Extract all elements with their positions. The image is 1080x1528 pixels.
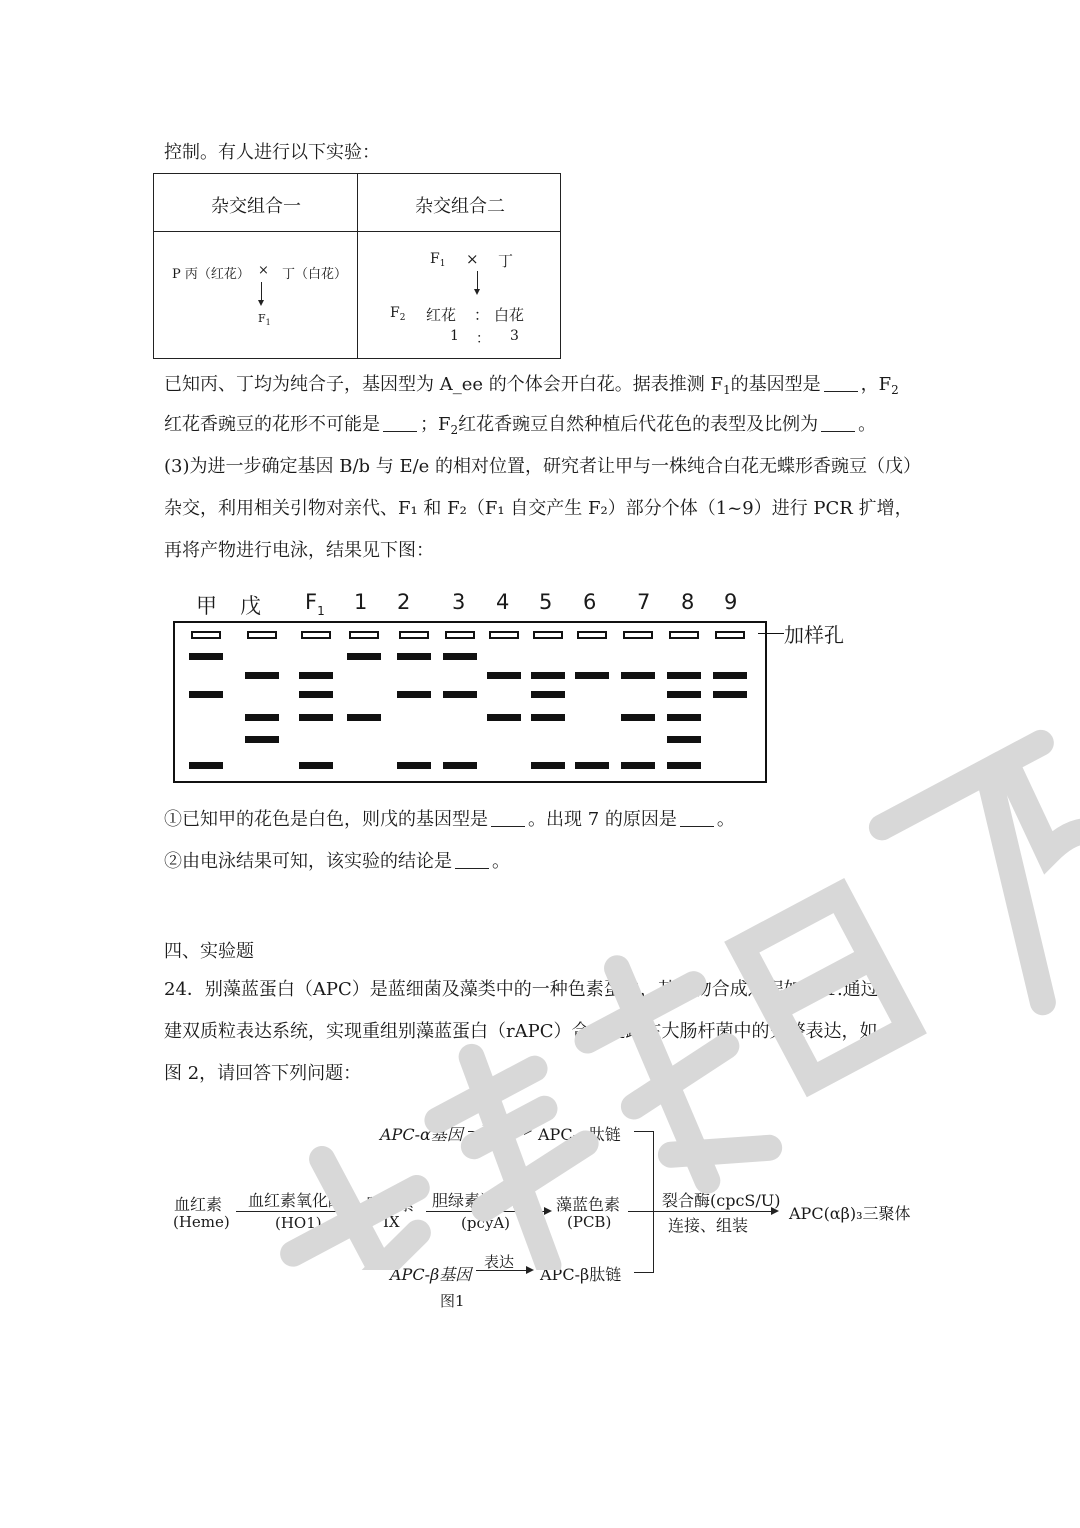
beta-chain: APC-β肽链 (540, 1265, 622, 1284)
merge-bracket (634, 1131, 654, 1273)
ho1-arrow (236, 1211, 360, 1212)
q2-line: ②由电泳结果可知，该实验的结论是 。 (164, 851, 510, 872)
para2-line2: 杂交，利用相关引物对亲代、F₁ 和 F₂（F₁ 自交产生 F₂）部分个体（1~9）进行 PCR 扩增， (164, 498, 913, 519)
cross2-parent: 丁 (498, 252, 514, 270)
band-row2-lane11 (667, 672, 701, 679)
cross2-ratio-a: 1 (450, 328, 459, 344)
cross1-times: × (258, 263, 269, 278)
para2-line3: 再将产物进行电泳，结果见下图： (164, 540, 434, 561)
band-row6-lane6 (443, 762, 477, 769)
band-row6-lane3 (299, 762, 333, 769)
cross2-white: 白花 (494, 306, 525, 324)
para1-line1: 已知丙、丁均为纯合子，基因型为 A_ee 的个体会开白花。据表推测 $F_1$的基因型是 ，$F_2$ (164, 374, 899, 397)
band-row6-lane1 (189, 762, 223, 769)
biliverdin-en: IX (383, 1213, 400, 1231)
band-row6-lane10 (621, 762, 655, 769)
well-10 (623, 631, 653, 639)
cross-table (153, 173, 561, 359)
band-row3-lane12 (713, 691, 747, 698)
well-9 (577, 631, 607, 639)
beta-arrow (476, 1270, 532, 1271)
lane-label-4: 1 (354, 590, 368, 614)
q24-line3: 图 2，请回答下列问题： (164, 1063, 362, 1084)
band-row1-lane1 (189, 653, 223, 660)
well-7 (489, 631, 519, 639)
section-heading: 四、实验题 (164, 941, 254, 962)
cross1-parent1: P 丙（红花） (172, 267, 250, 282)
well-5 (399, 631, 429, 639)
well-label: 加样孔 (784, 623, 844, 647)
lane-label-8: 5 (539, 590, 553, 614)
band-row1-lane4 (347, 653, 381, 660)
heme-en: (Heme) (173, 1213, 230, 1231)
para1-line2: 红花香豌豆的花形不可能是 ；$F_2$红花香豌豆自然种植后代花色的表型及比例为 。 (164, 414, 877, 437)
well-6 (445, 631, 475, 639)
pcya-en: (pcyA) (461, 1214, 511, 1232)
band-row2-lane12 (713, 672, 747, 679)
band-row5-lane11 (667, 736, 701, 743)
band-row1-lane5 (397, 653, 431, 660)
well-12 (715, 631, 745, 639)
lane-label-7: 4 (496, 590, 510, 614)
lane-label-10: 7 (637, 590, 651, 614)
intro-line: 控制。有人进行以下实验： (164, 142, 380, 163)
pcb-en: (PCB) (567, 1213, 612, 1231)
beta-gene: APC-β基因 (390, 1265, 472, 1284)
gel-electrophoresis (173, 621, 767, 783)
well-8 (533, 631, 563, 639)
band-row4-lane2 (245, 714, 279, 721)
assemble: 连接、组装 (668, 1216, 749, 1235)
figure-caption: 图1 (440, 1292, 465, 1310)
cross2-arrow-head (474, 289, 480, 295)
ho1: 血红素氧化酶 (248, 1191, 345, 1210)
cross2-ratio-colon: ： (476, 331, 490, 347)
cross1-arrow (261, 282, 262, 302)
ho1-en: (HO1) (275, 1214, 322, 1232)
alpha-gene: APC-α基因 (380, 1125, 463, 1144)
pcya-arrow (426, 1211, 550, 1212)
pcb: 藻蓝色素 (556, 1195, 621, 1214)
cross2-arrow (477, 271, 478, 290)
well-4 (349, 631, 379, 639)
well-11 (669, 631, 699, 639)
heme: 血红素 (174, 1195, 223, 1214)
well-3 (301, 631, 331, 639)
beta-express-label: 表达 (484, 1253, 515, 1271)
cross1-arrow-head (258, 300, 264, 306)
band-row6-lane9 (575, 762, 609, 769)
well-1 (191, 631, 221, 639)
well-pointer-line (758, 633, 784, 634)
q24-line2: 建双质粒表达系统，实现重组别藻蓝蛋白（rAPC）合成通路在大肠杆菌中的完整表达，如 (164, 1021, 878, 1042)
band-row2-lane3 (299, 672, 333, 679)
cross1-parent2: 丁（白花） (282, 267, 348, 282)
alpha-chain: APC-α肽链 (538, 1125, 621, 1144)
cross2-ratio-b: 3 (510, 328, 519, 344)
lane-label-2: 戊 (240, 594, 261, 618)
apc-trimer: APC(αβ)₃三聚体 (789, 1204, 911, 1223)
band-row3-lane1 (189, 691, 223, 698)
cross1-f1: $F_1$ (258, 312, 271, 327)
band-row4-lane8 (531, 714, 565, 721)
band-row4-lane4 (347, 714, 381, 721)
band-row3-lane5 (397, 691, 431, 698)
cross2-f1: $F_1$ (430, 251, 446, 269)
alpha-arrow (468, 1131, 530, 1132)
band-row4-lane7 (487, 714, 521, 721)
lane-label-12: 9 (724, 590, 738, 614)
cross2-red: 红花 (426, 306, 457, 324)
band-row6-lane5 (397, 762, 431, 769)
alpha-express-label: 表达 (482, 1113, 513, 1131)
band-row1-lane6 (443, 653, 477, 660)
band-row2-lane2 (245, 672, 279, 679)
table-header-cross1: 杂交组合一 (211, 196, 301, 217)
lane-label-9: 6 (583, 590, 597, 614)
cross2-colon: ： (474, 306, 490, 324)
band-row2-lane10 (621, 672, 655, 679)
band-row3-lane8 (531, 691, 565, 698)
band-row6-lane11 (667, 762, 701, 769)
lane-label-6: 3 (452, 590, 466, 614)
well-2 (247, 631, 277, 639)
pcya: 胆绿素还原酶 (432, 1191, 529, 1210)
band-row2-lane9 (575, 672, 609, 679)
lane-label-3: $F_1$ (305, 590, 325, 618)
para2-line1: (3)为进一步确定基因 B/b 与 E/e 的相对位置，研究者让甲与一株纯合白花无蝶形香豌豆（戊） (164, 456, 922, 477)
band-row3-lane3 (299, 691, 333, 698)
lyase: 裂合酶(cpcS/U) (662, 1191, 781, 1210)
table-header-cross2: 杂交组合二 (415, 196, 505, 217)
biliverdin: 胆绿素 (366, 1195, 415, 1214)
band-row3-lane11 (667, 691, 701, 698)
assembly-arrow (653, 1211, 777, 1212)
cross2-times: × (466, 250, 479, 268)
lane-label-5: 2 (397, 590, 411, 614)
band-row2-lane8 (531, 672, 565, 679)
band-row4-lane10 (621, 714, 655, 721)
band-row5-lane2 (245, 736, 279, 743)
lane-label-1: 甲 (196, 594, 217, 618)
band-row6-lane8 (531, 762, 565, 769)
cross2-f2: $F_2$ (390, 305, 406, 323)
q24-line1: 24．别藻蓝蛋白（APC）是蓝细菌及藻类中的一种色素蛋白，其生物合成过程如图 1.通过构 (164, 979, 897, 1000)
band-row3-lane6 (443, 691, 477, 698)
band-row2-lane7 (487, 672, 521, 679)
band-row4-lane3 (299, 714, 333, 721)
lane-label-11: 8 (681, 590, 695, 614)
q1-line: ①已知甲的花色是白色，则戊的基因型是 。出现 7 的原因是 。 (164, 809, 735, 830)
band-row4-lane11 (667, 714, 701, 721)
